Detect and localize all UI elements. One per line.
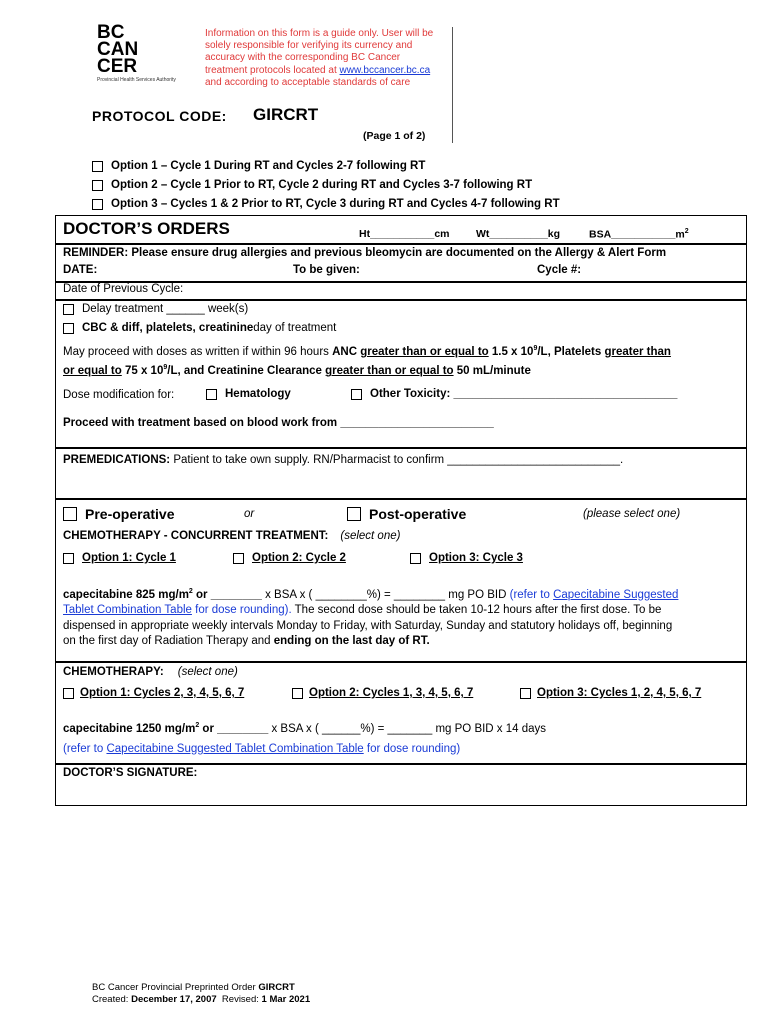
hematology-checkbox[interactable] [206,389,217,400]
footer-text: Revised: [216,994,262,1005]
text-span: greater than or equal to [325,365,454,378]
bloodwork-line[interactable]: Proceed with treatment based on blood work from ________________________ [63,417,494,429]
text-sup: 9 [533,345,538,352]
concurrent-option-2-checkbox[interactable] [233,553,244,564]
concurrent-title: CHEMOTHERAPY - CONCURRENT TREATMENT: [63,530,329,542]
text-span: /L, and Creatinine Clearance [167,365,326,378]
proceed-criteria [63,341,671,380]
doctor-signature-label[interactable]: DOCTOR’S SIGNATURE: [63,767,198,779]
reminder-text: REMINDER: Please ensure drug allergies and previous bleomycin are documented on the Allergy & Alert Form [63,247,667,259]
cbc-rest: day of treatment [253,322,337,334]
text-span: 1.5 x 10 [488,345,534,358]
tablet-table-link[interactable]: Capecitabine Suggested Tablet Combination Table [106,743,364,755]
text-span: (refer to [509,588,554,601]
capecitabine-825-block [63,584,743,650]
tablet-table-reference [63,743,460,755]
concurrent-option-3-label: Option 3: Cycle 3 [429,552,523,564]
text-span: The second dose should be taken 10-12 hours after the first dose. To be [291,604,662,617]
postoperative-option [347,506,466,522]
hematology-option [206,388,291,400]
chemotherapy-header [63,666,238,678]
text-span: or equal to [63,365,122,378]
text-sup: 9 [163,364,168,372]
hematology-label: Hematology [225,388,291,400]
option-2-row [92,179,532,191]
footer-code: GIRCRT [258,982,295,993]
text-span: dispensed in appropriate weekly intervals Monday to Friday, with Saturday, Sunday and statutory holidays off, beginning [63,619,673,632]
doctors-orders-title: DOCTOR’S ORDERS [63,219,230,238]
text-span: for dose rounding). [191,604,292,617]
divider [55,498,747,500]
to-be-given-label[interactable]: To be given: [293,264,360,276]
concurrent-option-1-label: Option 1: Cycle 1 [82,552,176,564]
delay-treatment-row [63,303,248,315]
preoperative-option [63,506,174,522]
option-3-label: Option 3 – Cycles 1 & 2 Prior to RT, Cycle 3 during RT and Cycles 4-7 following RT [111,198,560,210]
text-span: 50 mL/minute [453,365,531,378]
delay-treatment-checkbox[interactable] [63,304,74,315]
cycle-number-label[interactable]: Cycle #: [537,264,582,276]
logo-line-3: CER [97,56,138,77]
concurrent-option-3 [410,552,523,564]
page-indicator: (Page 1 of 2) [363,130,426,142]
text-span: greater than or equal to [360,345,489,358]
capecitabine-1250-line [63,722,546,735]
bccancer-link[interactable]: www.bccancer.bc.ca [339,64,431,76]
premedications-label: PREMEDICATIONS: [63,454,171,466]
chemo-option-3-checkbox[interactable] [520,688,531,699]
concurrent-option-2 [233,552,346,564]
preoperative-checkbox[interactable] [63,507,77,521]
text-span: (refer to [63,743,107,755]
tablet-table-link[interactable]: Tablet Combination Table [63,604,192,617]
premedications-text[interactable]: Patient to take own supply. RN/Pharmacist to confirm ___________________________. [170,454,624,466]
divider [55,447,747,449]
divider [55,661,747,663]
header-divider [452,27,453,143]
text-sup: 2 [188,588,193,595]
or-label: or [244,508,255,520]
option-2-label: Option 2 – Cycle 1 Prior to RT, Cycle 2 during RT and Cycles 3-7 following RT [111,179,533,191]
text-span: ending on the last day of RT. [273,635,430,648]
bsa-field[interactable] [589,228,689,241]
select-one-hint: (select one) [177,666,238,678]
height-field[interactable]: Ht___________cm [359,228,450,240]
previous-cycle-date[interactable]: Date of Previous Cycle: [63,283,184,295]
other-toxicity-option [351,388,677,400]
dose-blank[interactable]: or ________ [192,588,262,601]
bc-cancer-logo [97,24,176,83]
text-span: greater than [604,345,671,358]
footer-text: BC Cancer Provincial Preprinted Order [92,982,259,993]
dose-calc[interactable]: x BSA x ( ______%) = _______ mg PO BID x 14 days [268,722,547,735]
premedications-row [63,454,623,466]
created-date: December 17, 2007 [131,994,217,1005]
other-toxicity-label[interactable]: Other Toxicity: ___________________________________ [370,388,678,400]
logo-subtitle: Provincial Health Services Authority [97,77,176,83]
chemo-option-2-label: Option 2: Cycles 1, 3, 4, 5, 6, 7 [309,687,474,699]
concurrent-option-3-checkbox[interactable] [410,553,421,564]
info-disclaimer [205,28,445,89]
bsa-label: BSA___________m [589,228,685,241]
divider [55,299,747,301]
text-span: May proceed with doses as written if within 96 hours [63,345,333,358]
please-select-one: (please select one) [583,508,681,520]
protocol-code: GIRCRT [253,105,319,124]
option-1-checkbox[interactable] [92,161,103,172]
revised-date: 1 Mar 2021 [261,994,311,1005]
protocol-code-label: PROTOCOL CODE: [92,108,227,124]
cbc-label: CBC & diff, platelets, creatinine [82,322,254,334]
info-text: Information on this form is a guide only. User will be solely responsible for verifying its currency and accuracy with the corresponding BC Cancer treatment protocols located at [205,28,434,76]
chemo-option-2 [292,687,473,699]
date-label[interactable]: DATE: [63,264,98,276]
divider [55,763,747,765]
option-3-checkbox[interactable] [92,199,103,210]
concurrent-option-1-checkbox[interactable] [63,553,74,564]
other-toxicity-checkbox[interactable] [351,389,362,400]
cbc-row [63,322,336,334]
concurrent-option-2-label: Option 2: Cycle 2 [252,552,346,564]
footer-line-1 [92,982,295,993]
info-tail: and according to acceptable standards of care [205,76,411,88]
text-span: for dose rounding) [363,743,461,755]
dose-blank[interactable]: or ________ [199,722,269,735]
dose-modification-label: Dose modification for: [63,389,175,401]
chemo-option-1 [63,687,244,699]
divider [55,243,747,245]
weight-field[interactable]: Wt__________kg [476,228,561,240]
chemo-option-1-checkbox[interactable] [63,688,74,699]
chemo-option-1-label: Option 1: Cycles 2, 3, 4, 5, 6, 7 [80,687,245,699]
logo-line-2: CAN [97,39,139,60]
text-span: capecitabine 825 mg/m [63,588,189,601]
footer-text: Created: [92,994,132,1005]
option-2-checkbox[interactable] [92,180,103,191]
text-span: on the first day of Radiation Therapy and [63,635,274,648]
bsa-unit-sup: 2 [684,228,689,235]
footer-line-2 [92,994,310,1005]
chemotherapy-title: CHEMOTHERAPY: [63,666,164,678]
text-sup: 2 [195,722,200,729]
text-span: ANC [332,345,361,358]
cbc-checkbox[interactable] [63,323,74,334]
chemo-option-2-checkbox[interactable] [292,688,303,699]
select-one-hint: (select one) [340,530,401,542]
logo-line-1: BC [97,22,125,43]
text-span: /L, Platelets [537,345,605,358]
chemo-option-3 [520,687,701,699]
preoperative-label: Pre-operative [85,506,175,522]
option-1-label: Option 1 – Cycle 1 During RT and Cycles 2-7 following RT [111,160,426,172]
text-span: 75 x 10 [121,365,164,378]
postoperative-checkbox[interactable] [347,507,361,521]
postoperative-label: Post-operative [369,506,467,522]
text-span: capecitabine 1250 mg/m [63,722,196,735]
concurrent-header [63,530,400,542]
option-1-row [92,160,425,172]
tablet-table-link[interactable]: Capecitabine Suggested [553,588,679,601]
dose-calc[interactable]: x BSA x ( ________%) = ________ mg PO BID [261,588,510,601]
chemo-option-3-label: Option 3: Cycles 1, 2, 4, 5, 6, 7 [537,687,702,699]
delay-treatment-label: Delay treatment ______ week(s) [82,303,249,315]
option-3-row [92,198,560,210]
concurrent-option-1 [63,552,176,564]
